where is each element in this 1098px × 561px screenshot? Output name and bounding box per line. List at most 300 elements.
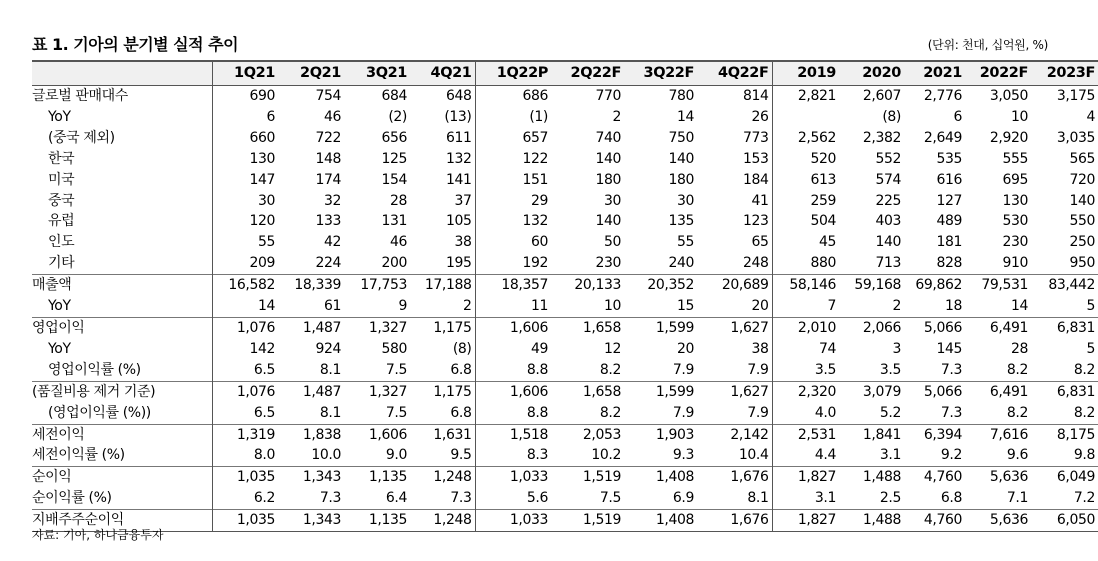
- table-cell: 195: [445, 255, 472, 272]
- table-cell: 720: [1069, 171, 1095, 188]
- table-cell: 151: [475, 170, 551, 191]
- table-cell: 184: [742, 171, 769, 188]
- table-cell: 7: [772, 296, 839, 317]
- table-cell: (1): [475, 107, 551, 128]
- table-cell: 15: [676, 298, 694, 315]
- table-cell: 10: [1010, 108, 1028, 125]
- row-label: 매출액: [32, 275, 212, 296]
- table-cell: 780: [668, 88, 694, 104]
- table-cell: 1,175: [410, 317, 475, 338]
- table-cell: 8.1: [747, 490, 769, 507]
- table-cell: 14: [1010, 298, 1028, 315]
- table-cell: 657: [475, 128, 551, 149]
- table-cell: 750: [668, 129, 694, 146]
- table-cell: 225: [875, 192, 901, 209]
- table-cell: 140: [668, 150, 694, 167]
- unit-note: (단위: 천대, 십억원, %): [927, 38, 1048, 52]
- table-cell: 11: [475, 296, 551, 317]
- table-cell: 2,382: [862, 129, 901, 146]
- table-cell: 3.1: [879, 447, 901, 464]
- table-title: 표 1. 기아의 분기별 실적 추이: [32, 35, 239, 54]
- table-cell: 1,035: [212, 467, 278, 488]
- row-label: 세전이익: [32, 424, 212, 445]
- table-cell: 2: [612, 108, 621, 125]
- table-row: [32, 467, 1098, 488]
- table-cell: 9.0: [385, 447, 407, 464]
- table-cell: 530: [1002, 213, 1028, 230]
- table-cell: 127: [936, 192, 962, 209]
- table-cell: 1,033: [475, 510, 551, 532]
- table-cell: 65: [751, 234, 769, 251]
- table-row: [32, 170, 1098, 191]
- table-cell: 552: [875, 150, 901, 167]
- table-cell: 209: [212, 253, 278, 274]
- table-cell: 535: [936, 150, 962, 167]
- table-cell: 1,599: [624, 317, 697, 338]
- table-cell: 770: [595, 88, 621, 104]
- table-cell: 6.5: [212, 360, 278, 381]
- table-cell: 140: [875, 234, 901, 251]
- table-row: [32, 149, 1098, 170]
- table-cell: 7.5: [385, 361, 407, 378]
- table-cell: 1,627: [697, 317, 772, 338]
- table-cell: 2,531: [772, 424, 839, 445]
- row-label: 영업이익: [32, 317, 212, 338]
- table-cell: 8.2: [1006, 361, 1028, 378]
- table-cell: 46: [323, 108, 341, 125]
- table-cell: 574: [875, 171, 901, 188]
- table-cell: 26: [751, 108, 769, 125]
- row-label: 미국: [48, 171, 75, 188]
- table-cell: 60: [475, 232, 551, 253]
- table-cell: 1,488: [839, 510, 904, 532]
- table-cell: 79,531: [965, 275, 1031, 296]
- table-cell: 773: [742, 129, 769, 146]
- table-cell: 17,753: [344, 275, 410, 296]
- column-header: 2Q21: [278, 61, 344, 86]
- table-cell: 2.5: [879, 490, 901, 507]
- table-cell: 154: [381, 171, 407, 188]
- table-row: [32, 360, 1098, 381]
- table-cell: 230: [1002, 234, 1028, 251]
- table-cell: 6,831: [1031, 381, 1098, 402]
- table-cell: 403: [875, 213, 901, 230]
- table-cell: 1,519: [551, 510, 624, 532]
- table-cell: 105: [445, 213, 472, 230]
- table-cell: 140: [595, 150, 621, 167]
- table-cell: 2,142: [697, 424, 772, 445]
- table-row: [32, 296, 1098, 317]
- table-cell: 2,821: [772, 86, 839, 107]
- table-row: [32, 86, 1098, 107]
- column-header: 4Q22F: [697, 61, 772, 86]
- table-cell: 20,689: [697, 275, 772, 296]
- table-cell: 2: [462, 298, 472, 315]
- table-row: [32, 510, 1098, 532]
- table-cell: 1,135: [344, 510, 410, 532]
- table-cell: 180: [595, 171, 621, 188]
- table-cell: 9.8: [1073, 447, 1095, 464]
- table-cell: 18,339: [278, 275, 344, 296]
- earnings-table: [32, 60, 1098, 532]
- table-cell: 69,862: [904, 275, 965, 296]
- table-cell: 8.2: [1006, 404, 1028, 421]
- table-cell: 2,920: [989, 129, 1028, 146]
- table-cell: 2: [892, 298, 901, 315]
- table-cell: 30: [676, 192, 694, 209]
- column-header: 3Q21: [344, 61, 410, 86]
- table-cell: 1,606: [344, 424, 410, 445]
- table-cell: 8.2: [599, 404, 621, 421]
- table-cell: 7.5: [599, 490, 621, 507]
- table-cell: 1,033: [475, 467, 551, 488]
- table-cell: 18: [944, 298, 962, 315]
- table-cell: 8.1: [319, 361, 341, 378]
- column-header: 2022F: [965, 61, 1031, 86]
- row-label: (품질비용 제거 기준): [32, 381, 212, 402]
- table-cell: 1,076: [212, 317, 278, 338]
- table-cell: 140: [595, 213, 621, 230]
- table-cell: 49: [475, 339, 551, 360]
- table-cell: 1,487: [278, 381, 344, 402]
- table-cell: 754: [315, 88, 341, 104]
- table-cell: 2,053: [551, 424, 624, 445]
- table-cell: 123: [742, 213, 769, 230]
- header-label-cell: [32, 61, 212, 86]
- table-row: [32, 211, 1098, 232]
- table-cell: 9: [398, 298, 407, 315]
- table-cell: 616: [936, 171, 962, 188]
- table-cell: 74: [772, 339, 839, 360]
- table-row: [32, 424, 1098, 445]
- row-label: 기타: [48, 255, 75, 272]
- table-cell: 130: [212, 149, 278, 170]
- table-cell: 7.9: [747, 361, 769, 378]
- table-cell: 8.1: [319, 404, 341, 421]
- table-cell: 1,841: [839, 424, 904, 445]
- table-cell: 7.1: [1006, 490, 1028, 507]
- table-cell: 5.6: [475, 488, 551, 509]
- table-cell: 3,079: [839, 381, 904, 402]
- table-cell: 910: [1002, 255, 1028, 272]
- table-cell: 5,636: [965, 467, 1031, 488]
- table-cell: 61: [323, 298, 341, 315]
- table-cell: 1,319: [212, 424, 278, 445]
- table-cell: 131: [381, 213, 407, 230]
- column-header-row: [32, 61, 1098, 86]
- table-cell: 2,649: [923, 129, 962, 146]
- table-cell: 18,357: [475, 275, 551, 296]
- table-row: [32, 128, 1098, 149]
- table-cell: 41: [751, 192, 769, 209]
- table-cell: 28: [389, 192, 407, 209]
- table-cell: 32: [323, 192, 341, 209]
- table-row: [32, 445, 1098, 466]
- table-cell: 6.8: [450, 404, 472, 421]
- table-cell: 181: [936, 234, 962, 251]
- table-cell: 7.3: [940, 361, 962, 378]
- table-cell: 259: [772, 191, 839, 212]
- table-cell: 153: [742, 150, 769, 167]
- table-cell: 684: [381, 88, 407, 104]
- table-cell: 30: [212, 191, 278, 212]
- table-cell: 1,408: [624, 467, 697, 488]
- table-cell: 224: [315, 255, 341, 272]
- table-cell: 1,135: [344, 467, 410, 488]
- table-cell: 950: [1069, 255, 1095, 272]
- column-header: 1Q22P: [475, 61, 551, 86]
- table-cell: 135: [668, 213, 694, 230]
- table-cell: 38: [751, 340, 769, 357]
- table-row: [32, 317, 1098, 338]
- table-cell: 132: [445, 150, 472, 167]
- table-cell: 125: [381, 150, 407, 167]
- table-cell: 1,676: [697, 467, 772, 488]
- table-cell: 6.8: [940, 490, 962, 507]
- row-label: (영업이익률 (%)): [48, 404, 151, 421]
- table-cell: 120: [212, 211, 278, 232]
- table-cell: 2,010: [772, 317, 839, 338]
- table-cell: 713: [875, 255, 901, 272]
- table-cell: 10.0: [311, 447, 341, 464]
- table-cell: 690: [212, 86, 278, 107]
- table-cell: 3.5: [772, 360, 839, 381]
- row-label: 한국: [48, 150, 75, 167]
- table-cell: 1,327: [344, 317, 410, 338]
- table-row: [32, 191, 1098, 212]
- table-cell: 2,562: [772, 128, 839, 149]
- table-cell: 1,627: [697, 381, 772, 402]
- table-cell: 6: [212, 107, 278, 128]
- table-cell: 6.9: [672, 490, 694, 507]
- table-cell: 46: [389, 234, 407, 251]
- table-cell: 5,066: [904, 317, 965, 338]
- table-cell: 6.8: [450, 361, 472, 378]
- table-header-area: [32, 28, 1048, 58]
- table-cell: 1,606: [475, 317, 551, 338]
- table-row: [32, 403, 1098, 424]
- table-cell: 5: [1086, 298, 1095, 315]
- column-header: 2021: [904, 61, 965, 86]
- table-cell: 1,408: [624, 510, 697, 532]
- column-header: 2023F: [1031, 61, 1098, 86]
- column-header: 2020: [839, 61, 904, 86]
- source-note: 자료: 기아, 하나금융투자: [32, 528, 164, 542]
- table-cell: 1,518: [475, 424, 551, 445]
- table-cell: 4,760: [904, 467, 965, 488]
- table-cell: 1,606: [475, 381, 551, 402]
- table-cell: (8): [882, 108, 901, 125]
- table-cell: 9.3: [672, 447, 694, 464]
- table-cell: 140: [1069, 192, 1095, 209]
- table-cell: 8.2: [1073, 361, 1095, 378]
- table-cell: 2,776: [923, 88, 962, 104]
- table-cell: 38: [454, 234, 472, 251]
- table-cell: 3: [892, 340, 901, 357]
- table-cell: 1,599: [624, 381, 697, 402]
- table-cell: 122: [475, 149, 551, 170]
- table-cell: 200: [381, 255, 407, 272]
- table-cell: 174: [315, 171, 341, 188]
- table-cell: 613: [772, 170, 839, 191]
- column-header: 3Q22F: [624, 61, 697, 86]
- table-cell: 42: [323, 234, 341, 251]
- table-cell: 520: [772, 149, 839, 170]
- table-cell: 740: [595, 129, 621, 146]
- table-cell: 7,616: [965, 424, 1031, 445]
- table-cell: 147: [212, 170, 278, 191]
- table-cell: 45: [772, 232, 839, 253]
- table-cell: 1,903: [624, 424, 697, 445]
- table-cell: 29: [475, 191, 551, 212]
- table-cell: 7.2: [1073, 490, 1095, 507]
- table-cell: 1,827: [772, 510, 839, 532]
- table-cell: 7.9: [672, 361, 694, 378]
- table-cell: 180: [668, 171, 694, 188]
- table-cell: 580: [381, 340, 407, 357]
- table-cell: 6.2: [212, 488, 278, 509]
- table-cell: 6: [953, 108, 962, 125]
- table-cell: 8.0: [212, 445, 278, 466]
- table-cell: 5,066: [904, 381, 965, 402]
- row-label: 순이익률 (%): [32, 490, 112, 507]
- table-cell: 240: [668, 255, 694, 272]
- table-cell: 1,827: [772, 467, 839, 488]
- table-cell: 8.2: [599, 361, 621, 378]
- table-cell: 489: [936, 213, 962, 230]
- row-label: YoY: [48, 108, 71, 125]
- table-cell: 148: [315, 150, 341, 167]
- table-cell: 59,168: [839, 275, 904, 296]
- table-cell: 1,343: [278, 510, 344, 532]
- table-cell: 132: [475, 211, 551, 232]
- table-cell: 880: [772, 253, 839, 274]
- table-cell: 230: [595, 255, 621, 272]
- table-cell: 1,631: [410, 424, 475, 445]
- table-cell: (8): [452, 340, 472, 357]
- table-cell: 1,676: [697, 510, 772, 532]
- table-cell: 1,248: [410, 510, 475, 532]
- table-cell: 20: [751, 298, 769, 315]
- table-cell: 55: [212, 232, 278, 253]
- table-cell: 6,049: [1031, 467, 1098, 488]
- table-row: [32, 381, 1098, 402]
- table-cell: 10.2: [591, 447, 621, 464]
- table-cell: 2,607: [862, 88, 901, 104]
- table-cell: 9.2: [940, 447, 962, 464]
- table-cell: 7.5: [385, 404, 407, 421]
- table-cell: 6,050: [1031, 510, 1098, 532]
- table-cell: (13): [444, 108, 472, 125]
- table-cell: 1,658: [551, 317, 624, 338]
- table-cell: 1,248: [410, 467, 475, 488]
- table-cell: 1,519: [551, 467, 624, 488]
- table-cell: 550: [1069, 213, 1095, 230]
- table-cell: 130: [1002, 192, 1028, 209]
- table-cell: 12: [603, 340, 621, 357]
- table-cell: 133: [315, 213, 341, 230]
- table-cell: 3,175: [1056, 88, 1095, 104]
- table-cell: 8,175: [1031, 424, 1098, 445]
- table-cell: 20,352: [624, 275, 697, 296]
- table-row: [32, 488, 1098, 509]
- table-cell: 9.6: [1006, 447, 1028, 464]
- row-label: 인도: [48, 234, 75, 251]
- table-cell: 20,133: [551, 275, 624, 296]
- row-label: YoY: [48, 298, 71, 315]
- table-cell: 20: [676, 340, 694, 357]
- table-row: [32, 253, 1098, 274]
- table-cell: 145: [936, 340, 962, 357]
- table-cell: 6.5: [212, 403, 278, 424]
- table-cell: 1,487: [278, 317, 344, 338]
- table-row: [32, 339, 1098, 360]
- table-cell: 8.8: [475, 403, 551, 424]
- table-cell: 1,327: [344, 381, 410, 402]
- table-cell: 8.8: [475, 360, 551, 381]
- table-cell: 8.2: [1073, 404, 1095, 421]
- table-cell: 4.4: [772, 445, 839, 466]
- row-label: 글로벌 판매대수: [32, 88, 128, 104]
- table-cell: 1,035: [212, 510, 278, 532]
- table-cell: 504: [772, 211, 839, 232]
- table-cell: 656: [381, 129, 407, 146]
- table-cell: 6,394: [904, 424, 965, 445]
- table-cell: 3,050: [989, 88, 1028, 104]
- table-cell: 50: [603, 234, 621, 251]
- table-cell: 1,488: [839, 467, 904, 488]
- table-cell: 5,636: [965, 510, 1031, 532]
- table-cell: 3.1: [772, 488, 839, 509]
- table-cell: 3.5: [879, 361, 901, 378]
- table-cell: 1,076: [212, 381, 278, 402]
- row-label: 지배주주순이익: [32, 510, 212, 532]
- table-cell: 1,343: [278, 467, 344, 488]
- table-cell: 10: [603, 298, 621, 315]
- table-cell: 250: [1069, 234, 1095, 251]
- table-cell: 17,188: [410, 275, 475, 296]
- table-cell: 555: [1002, 150, 1028, 167]
- table-cell: 8.3: [475, 445, 551, 466]
- table-cell: 5.2: [879, 404, 901, 421]
- table-cell: 7.9: [672, 404, 694, 421]
- row-label: 순이익: [32, 467, 212, 488]
- table-row: [32, 232, 1098, 253]
- table-cell: 4.0: [772, 403, 839, 424]
- row-label: 유럽: [48, 213, 75, 230]
- column-header: 4Q21: [410, 61, 475, 86]
- column-header: 2019: [772, 61, 839, 86]
- column-header: 2Q22F: [551, 61, 624, 86]
- table-cell: 142: [212, 339, 278, 360]
- table-cell: 16,582: [212, 275, 278, 296]
- table-cell: 7.3: [319, 490, 341, 507]
- table-cell: 660: [212, 128, 278, 149]
- row-label: (중국 제외): [48, 129, 115, 146]
- table-row: [32, 107, 1098, 128]
- table-cell: 4,760: [904, 510, 965, 532]
- table-cell: 1,175: [410, 381, 475, 402]
- table-cell: 30: [603, 192, 621, 209]
- table-cell: 1,658: [551, 381, 624, 402]
- table-cell: 28: [1010, 340, 1028, 357]
- table-cell: [772, 107, 839, 128]
- table-cell: 9.5: [450, 447, 472, 464]
- table-cell: 686: [475, 86, 551, 107]
- table-cell: 565: [1069, 150, 1095, 167]
- table-cell: 7.3: [940, 404, 962, 421]
- table-cell: 828: [936, 255, 962, 272]
